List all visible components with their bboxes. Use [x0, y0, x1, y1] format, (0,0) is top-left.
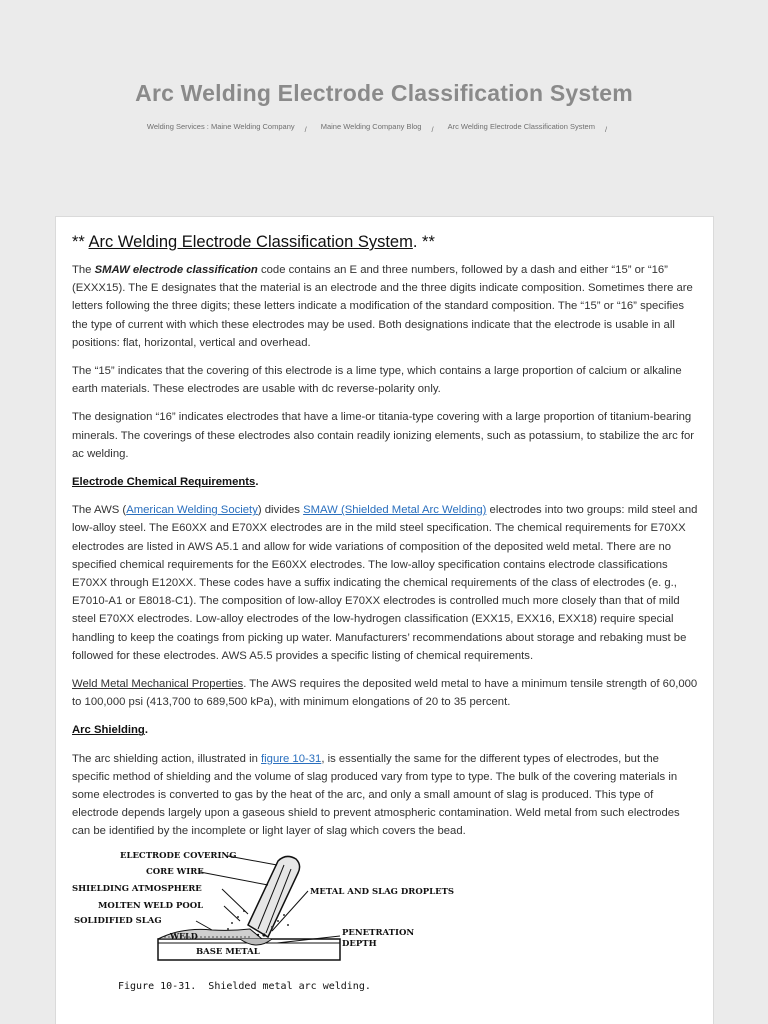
page-title: Arc Welding Electrode Classification System — [135, 80, 633, 106]
label-weld: WELD — [170, 930, 198, 941]
label-molten-weld-pool: MOLTEN WELD POOL — [98, 900, 204, 911]
breadcrumb — [0, 122, 768, 134]
welding-diagram — [72, 851, 472, 1001]
paragraph-arc-shielding: The arc shielding action, illustrated in figure 10-31, is essentially the same for the different types of electrodes, but the specific method of shielding and the volume of slag produced vary from type to type. The bulk of the covering materials in some electrodes is converted to gas by the heat of the arc, and only a small amount of slag is produced. This type of electrode depends largely upon a gaseous shield to prevent atmospheric contamination. Weld metal from such electrodes can be identified by the incomplete or light layer of slag which covers the bead. — [72, 752, 680, 838]
figure-caption: Figure 10-31. Shielded metal arc welding. — [118, 980, 371, 992]
section-heading-mechanical: Weld Metal Mechanical Properties — [72, 678, 244, 691]
label-electrode-covering: ELECTRODE COVERING — [120, 850, 237, 861]
breadcrumb-separator: / — [431, 125, 434, 134]
paragraph-smaw-classification: The SMAW electrode classification code contains an E and three numbers, followed by a dash and either “15” or “16” (EXXX15). The E designates that the material is an electrode and the three digits indicate composition. Sometimes there are letters following the three digits; these letters indicate a modification of the standard composition. The “15” or “16” specifies the type of current with which these electrodes may be used. Both designations indicate that the electrode is usable in all positions: flat, horizontal, vertical and overhead. — [72, 264, 693, 349]
breadcrumb-home-link[interactable]: Welding Services : Maine Welding Company — [146, 122, 295, 131]
breadcrumb-separator: / — [304, 125, 307, 134]
label-depth: DEPTH — [342, 938, 377, 949]
article-content — [72, 231, 698, 1001]
label-base-metal: BASE METAL — [196, 946, 260, 957]
label-solidified-slag: SOLIDIFIED SLAG — [74, 915, 162, 926]
paragraph-15-designation: The “15” indicates that the covering of this electrode is a lime type, which contains a large proportion of calcium or alkaline earth materials. These electrodes are usable with dc reverse-polarity only. — [72, 365, 682, 396]
figure-shielded-metal-arc-welding — [72, 851, 472, 1001]
article-title-text: Arc Welding Electrode Classification System — [88, 233, 413, 251]
paragraph-16-designation: The designation “16” indicates electrodes that have a lime-or titania-type covering with a large proportion of titanium-bearing minerals. The coverings of these electrodes also contain readily ionizing elements, such as potassium, to stabilize the arc for ac welding. — [72, 411, 695, 460]
label-core-wire: CORE WIRE — [146, 866, 204, 877]
breadcrumb-blog-link[interactable]: Maine Welding Company Blog — [320, 122, 422, 131]
section-heading-chemical: Electrode Chemical Requirements. — [72, 476, 259, 489]
aws-link[interactable]: American Welding Society — [126, 504, 258, 517]
section-heading-arc-shielding: Arc Shielding. — [72, 724, 148, 737]
smaw-link[interactable]: SMAW (Shielded Metal Arc Welding) — [303, 504, 487, 517]
label-metal-slag-droplets: METAL AND SLAG DROPLETS — [310, 886, 455, 897]
breadcrumb-separator: / — [604, 125, 608, 134]
article-title: ** Arc Welding Electrode Classification System. ** — [72, 233, 435, 251]
figure-link[interactable]: figure 10-31 — [261, 752, 322, 765]
paragraph-mechanical-properties: Weld Metal Mechanical Properties. The AWS requires the deposited weld metal to have a minimum tensile strength of 60,000 to 100,000 psi (413,700 to 689,500 kPa), with minimum elongations of 20 to 35 percent. — [72, 678, 698, 709]
breadcrumb-current-link[interactable]: Arc Welding Electrode Classification System — [447, 122, 595, 131]
article-card — [55, 216, 714, 1024]
label-penetration: PENETRATION — [342, 927, 415, 938]
paragraph-aws-groups: The AWS (American Welding Society) divides SMAW (Shielded Metal Arc Welding) electrodes into two groups: mild steel and low-alloy steel. The E60XX and E70XX electrodes are in the mild steel specification. The chemical requirements for E70XX electrodes are listed in AWS A5.1 and allow for wide variations of composition of the deposited weld metal. There are no specified chemical requirements for the E60XX electrodes. The low-alloy specification contains electrode classifications E70XX through E120XX. These codes have a suffix indicating the chemical requirements of the class of electrodes (e. g., E7010-A1 or E8018-C1). The composition of low-alloy E70XX electrodes is controlled much more closely than that of mild steel E70XX electrodes. Low-alloy electrodes of the low-hydrogen classification (EXX15, EXX16, EXX18) require special handling to keep the coatings from picking up water. Manufacturers’ recommendations about storage and rebaking must be followed for these electrodes. AWS A5.5 provides a specific listing of chemical requirements. — [72, 504, 698, 662]
label-shielding-atmosphere: SHIELDING ATMOSPHERE — [72, 883, 202, 894]
